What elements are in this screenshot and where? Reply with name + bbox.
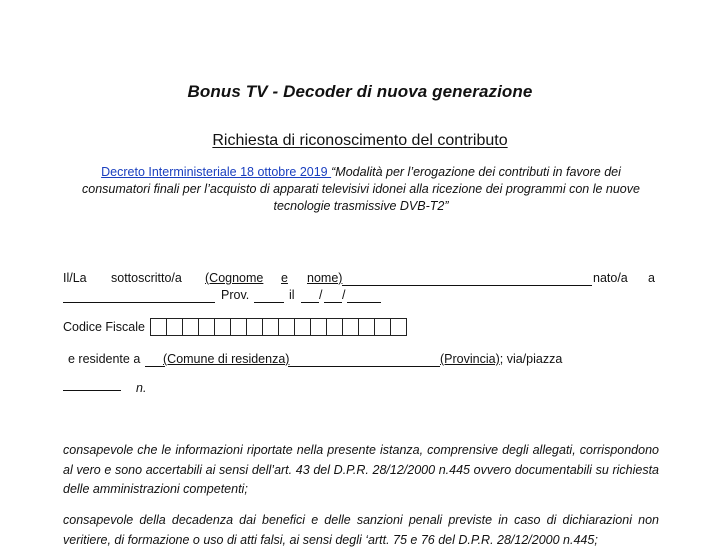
label-cognome: (Cognome — [205, 271, 264, 285]
birth-year-line[interactable] — [347, 302, 381, 303]
codice-fiscale-box[interactable] — [262, 318, 279, 336]
label-nato: nato/a — [593, 271, 628, 285]
label-e: e — [281, 271, 288, 285]
decree-link[interactable]: Decreto Interministeriale 18 ottobre 2019 — [101, 165, 332, 179]
label-codice-fiscale: Codice Fiscale — [63, 320, 145, 334]
codice-fiscale-box[interactable] — [342, 318, 359, 336]
birthplace-input-line[interactable] — [63, 302, 215, 303]
label-comune: (Comune di residenza) — [163, 352, 290, 366]
codice-fiscale-box[interactable] — [214, 318, 231, 336]
codice-fiscale-box[interactable] — [326, 318, 343, 336]
codice-fiscale-box[interactable] — [294, 318, 311, 336]
codice-fiscale-box[interactable] — [358, 318, 375, 336]
birth-day-line[interactable] — [301, 302, 319, 303]
label-il: il — [289, 288, 295, 302]
codice-fiscale-box[interactable] — [246, 318, 263, 336]
codice-fiscale-box[interactable] — [310, 318, 327, 336]
prov-input-line[interactable] — [254, 302, 284, 303]
name-input-line[interactable] — [342, 285, 592, 286]
label-a: a — [648, 271, 655, 285]
codice-fiscale-box[interactable] — [150, 318, 167, 336]
label-residente: e residente a — [68, 352, 141, 366]
codice-fiscale-boxes[interactable] — [150, 318, 406, 336]
label-sottoscritto: sottoscritto/a — [111, 271, 182, 285]
label-n: n. — [136, 381, 147, 395]
comune-lead-line[interactable] — [145, 366, 165, 367]
paragraph-declaration-1: consapevole che le informazioni riportate nella presente istanza, comprensive degli allegati, corrispondono al vero e sono accertabili ai sensi dell’art. 43 del D.P.R. 28/12/2000 n.445 ovvero documentabili su richiesta delle amministrazioni competenti; — [63, 443, 659, 496]
label-prov: Prov. — [221, 288, 250, 302]
birth-month-line[interactable] — [324, 302, 342, 303]
codice-fiscale-box[interactable] — [278, 318, 295, 336]
paragraph-declaration-2: consapevole della decadenza dai benefici e delle sanzioni penali previste in caso di dichiarazioni non veritiere, di formazione o uso di atti falsi, ai sensi degli ‘artt. 75 e 76 del D.P.R. 28/12/2000 n.445; — [63, 513, 659, 547]
date-slash-1: / — [319, 288, 323, 302]
provincia-via-text — [440, 352, 562, 366]
codice-fiscale-box[interactable] — [182, 318, 199, 336]
decree-description: “Modalità per l’erogazione dei contributi in favore dei consumatori finali per l’acquisto di apparati televisivi idonei alla ricezione dei programmi con le nuove tecnologie trasmissive DVB-T2” — [82, 165, 640, 213]
codice-fiscale-box[interactable] — [374, 318, 391, 336]
decree-reference — [80, 164, 642, 215]
codice-fiscale-box[interactable] — [230, 318, 247, 336]
document-subtitle: Richiesta di riconoscimento del contributo — [212, 132, 508, 149]
document-title: Bonus TV - Decoder di nuova generazione — [187, 82, 533, 101]
date-slash-2: / — [342, 288, 346, 302]
comune-input-line[interactable] — [288, 366, 440, 367]
label-via: ; via/piazza — [499, 352, 563, 366]
label-provincia: (Provincia) — [440, 352, 500, 366]
label-il-la: Il/La — [63, 271, 87, 285]
street-input-line[interactable] — [63, 390, 121, 391]
codice-fiscale-box[interactable] — [390, 318, 407, 336]
codice-fiscale-box[interactable] — [166, 318, 183, 336]
codice-fiscale-box[interactable] — [198, 318, 215, 336]
label-nome: nome) — [307, 271, 343, 285]
